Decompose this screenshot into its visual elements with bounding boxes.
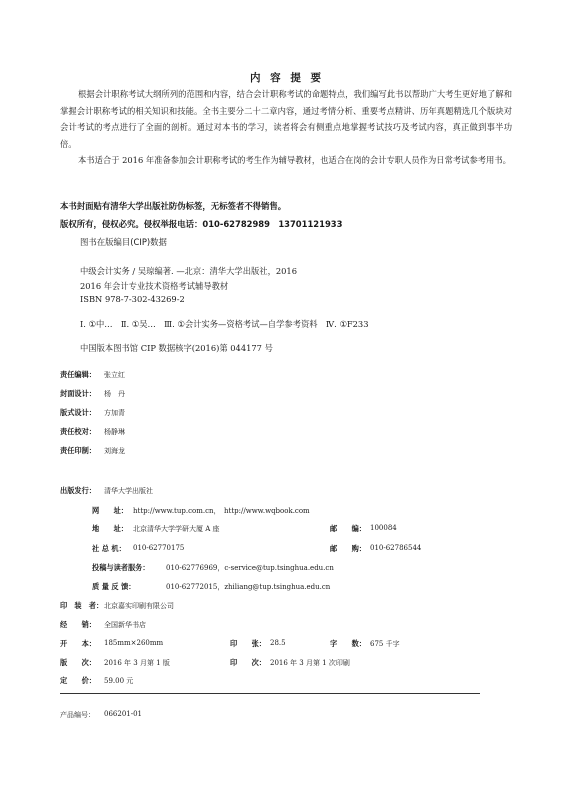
price-value: 59.00 元 <box>104 677 134 685</box>
format-label: 开 本： <box>60 639 96 648</box>
format-value: 185mm×260mm <box>104 639 164 647</box>
credit-name: 杨 丹 <box>104 390 125 398</box>
word-count-label: 字 数： <box>330 639 366 648</box>
product-number-label: 产品编号： <box>60 711 95 719</box>
credit-name: 方加青 <box>104 409 125 417</box>
cip-line-classification: Ⅰ. ①中… Ⅱ. ①吴… Ⅲ. ①会计实务—资格考试—自学参考资料 Ⅳ. ①F233 <box>80 319 369 329</box>
edition-value: 2016 年 3 月第 1 版 <box>104 659 170 667</box>
distributor-value: 全国新华书店 <box>104 621 146 629</box>
credit-name: 杨静琳 <box>104 428 125 436</box>
printer-value: 北京嘉实印刷有限公司 <box>104 602 174 610</box>
quality-feedback-label: 质 量 反 馈： <box>92 582 136 591</box>
printer-label: 印 装 者： <box>60 601 104 610</box>
word-count-value: 675 千字 <box>370 640 400 648</box>
anti-counterfeit-notice: 本书封面贴有清华大学出版社防伪标签，无标签者不得销售。 <box>60 201 287 211</box>
address-value: 北京清华大学学研大厦 A 座 <box>133 525 220 533</box>
mail-order-value: 010-62786544 <box>370 544 422 552</box>
reader-service-label: 投稿与读者服务： <box>92 563 150 572</box>
publisher-label: 出版发行： <box>60 486 96 495</box>
switchboard-value: 010-62770175 <box>133 544 185 552</box>
summary-title: 内 容 提 要 <box>250 72 324 84</box>
address-label: 地 址： <box>92 524 128 533</box>
sheets-label: 印 张： <box>230 639 266 648</box>
cip-line-isbn: ISBN 978-7-302-43269-2 <box>80 294 185 304</box>
publisher-name: 清华大学出版社 <box>104 487 153 495</box>
postcode-label: 邮 编： <box>330 524 366 533</box>
cip-heading: 图书在版编目(CIP)数据 <box>80 237 167 247</box>
quality-feedback-value: 010-62772015，zhiliang@tup.tsinghua.edu.cn <box>166 583 331 591</box>
cip-line-series: 2016 年会计专业技术资格考试辅导教材 <box>80 281 229 291</box>
reader-service-value: 010-62776969，c-service@tup.tsinghua.edu.cn <box>166 564 334 572</box>
website-value: http://www.tup.com.cn， http://www.wqbook.com <box>133 507 310 515</box>
credit-label: 责任编辑： <box>60 370 96 379</box>
edition-label: 版 次： <box>60 658 96 667</box>
website-label: 网 址： <box>92 506 128 515</box>
switchboard-label: 社 总 机： <box>92 544 126 553</box>
postcode-value: 100084 <box>370 524 397 532</box>
summary-paragraph-2: 本书适合于 2016 年准备参加会计职称考试的考生作为辅导教材，也适合在岗的会计专职人员作为日常考试参考用书。 <box>78 155 511 165</box>
printing-label: 印 次： <box>230 658 266 667</box>
credit-label: 版式设计： <box>60 408 96 417</box>
printing-value: 2016 年 3 月第 1 次印刷 <box>270 659 350 667</box>
cip-line-title: 中级会计实务 / 吴琼编著. —北京：清华大学出版社，2016 <box>80 266 297 276</box>
credit-label: 封面设计： <box>60 389 96 398</box>
credit-label: 责任印制： <box>60 446 96 455</box>
credit-name: 张立红 <box>104 371 125 379</box>
mail-order-label: 邮 购： <box>330 544 366 553</box>
price-label: 定 价： <box>60 676 96 685</box>
credit-name: 刘海龙 <box>104 447 125 455</box>
product-number-value: 066201-01 <box>104 710 142 718</box>
sheets-value: 28.5 <box>270 639 286 647</box>
divider-line <box>60 693 480 694</box>
cip-line-record: 中国版本图书馆 CIP 数据核字(2016)第 044177 号 <box>80 343 273 353</box>
summary-paragraph-1: 根据会计职称考试大纲所列的范围和内容，结合会计职称考试的命题特点，我们编写此书以帮助广大考生更好地了解和掌握会计职称考试的相关知识和技能。全书主要分二十二章内容，通过考情分析、重要考点精讲、历年真题精选几个版块对会计考试的考点进行了全面的剖析。通过对本书的学习，读者将会有侧重点地掌握考试技巧及考试内容，真正做到事半功倍。 <box>60 89 512 149</box>
copyright-notice: 版权所有，侵权必究。侵权举报电话：010-62782989 13701121933 <box>60 219 343 229</box>
distributor-label: 经 销： <box>60 620 96 629</box>
credit-label: 责任校对： <box>60 427 96 436</box>
